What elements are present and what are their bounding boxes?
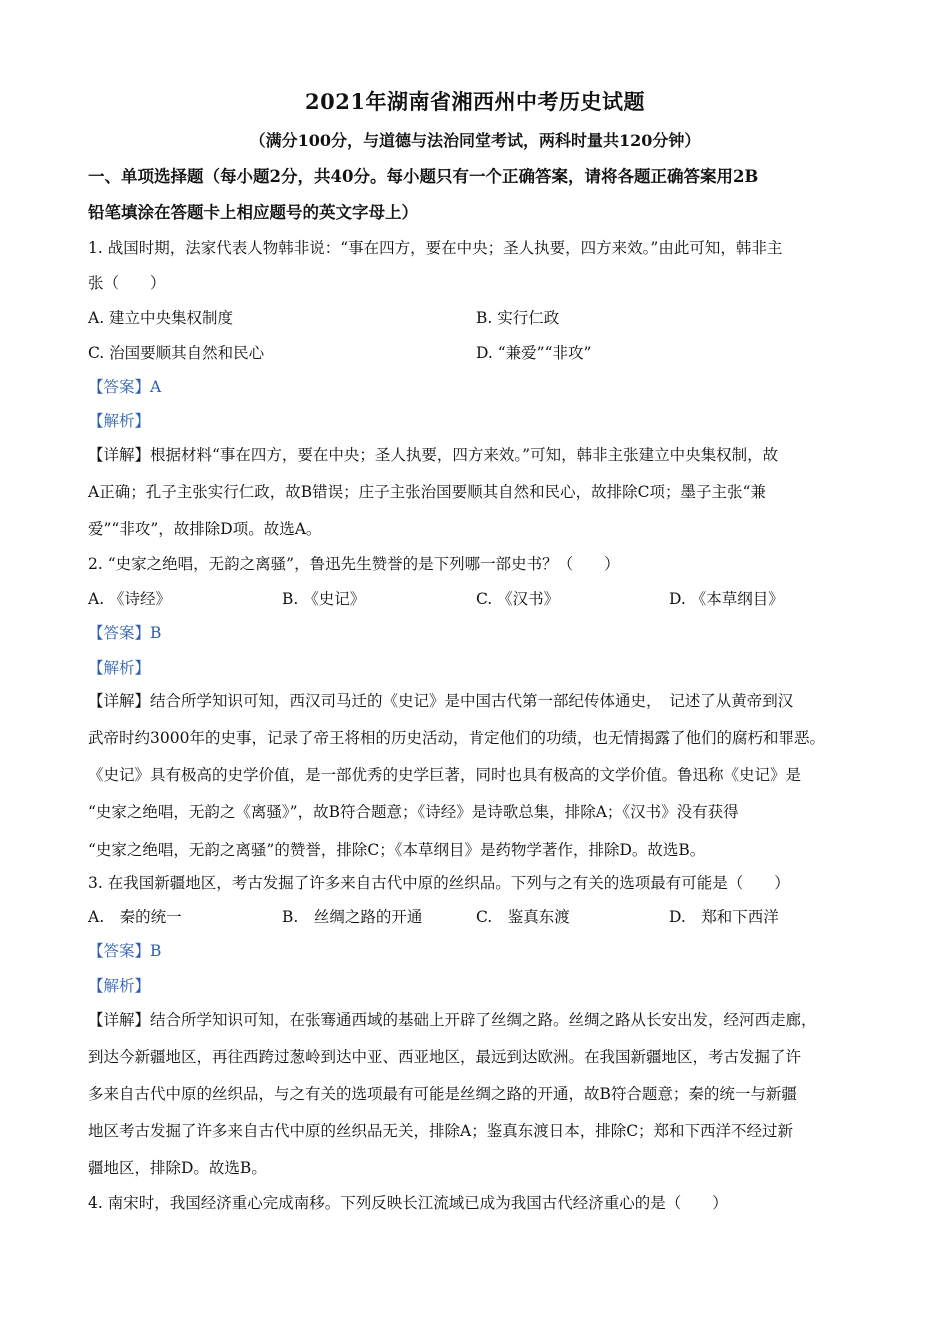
q1-option-d: D. “兼爱”“非攻” — [476, 344, 592, 362]
q3-detail-line-2: 到达今新疆地区，再往西跨过葱岭到达中亚、西亚地区，最远到达欧洲。在我国新疆地区，考古发掘了许 — [88, 1048, 802, 1066]
q1-answer: 【答案】A — [88, 378, 162, 396]
q3-stem: 3. 在我国新疆地区，考古发掘了许多来自古代中原的丝织品。下列与之有关的选项最有可能是（ ） — [88, 874, 790, 892]
q3-answer: 【答案】B — [88, 942, 162, 960]
q1-detail-line-3: 爱”“非攻”，故排除D项。故选A。 — [88, 520, 322, 538]
q2-option-d: D. 《本草纲目》 — [669, 590, 784, 608]
q1-option-c: C. 治国要顺其自然和民心 — [88, 344, 265, 362]
q3-detail-line-4: 地区考古发掘了许多来自古代中原的丝织品无关，排除A；鉴真东渡日本，排除C；郑和下西洋不经过新 — [88, 1122, 794, 1140]
page-title: 2021年湖南省湘西州中考历史试题 — [305, 89, 645, 114]
q2-option-b: B. 《史记》 — [282, 590, 366, 608]
q3-detail-line-3: 多来自古代中原的丝织品，与之有关的选项最有可能是丝绸之路的开通，故B符合题意；秦的统一与新疆 — [88, 1085, 797, 1103]
q3-option-d: D. 郑和下西洋 — [669, 908, 779, 926]
q1-stem-line-1: 1. 战国时期，法家代表人物韩非说：“事在四方，要在中央；圣人执要，四方来效。”由此可知，韩非主 — [88, 239, 783, 257]
q1-option-b: B. 实行仁政 — [476, 309, 560, 327]
q1-detail-line-1: 【详解】根据材料“事在四方，要在中央；圣人执要，四方来效。”可知，韩非主张建立中央集权制，故 — [88, 446, 779, 464]
q3-option-c: C. 鉴真东渡 — [476, 908, 570, 926]
q2-option-a: A. 《诗经》 — [88, 590, 172, 608]
page-subtitle: （满分100分，与道德与法治同堂考试，两科时量共120分钟） — [249, 131, 701, 150]
q1-stem-line-2: 张（ ） — [88, 274, 166, 292]
q3-option-a: A. 秦的统一 — [88, 908, 182, 926]
q1-detail-line-2: A正确；孔子主张实行仁政，故B错误；庄子主张治国要顺其自然和民心，故排除C项；墨子主张“兼 — [88, 483, 766, 501]
q2-answer: 【答案】B — [88, 624, 162, 642]
q4-stem: 4. 南宋时，我国经济重心完成南移。下列反映长江流域已成为我国古代经济重心的是（ ） — [88, 1194, 728, 1212]
q2-detail-line-2: 武帝时约3000年的史事，记录了帝王将相的历史活动，肯定他们的功绩，也无情揭露了他们的腐朽和罪恶。 — [88, 729, 825, 747]
q2-analysis-label: 【解析】 — [88, 659, 151, 677]
q2-detail-line-3: 《史记》具有极高的史学价值，是一部优秀的史学巨著，同时也具有极高的文学价值。鲁迅称《史记》是 — [88, 766, 802, 784]
q3-detail-line-1: 【详解】结合所学知识可知，在张骞通西域的基础上开辟了丝绸之路。丝绸之路从长安出发，经河西走廊， — [88, 1011, 817, 1029]
q3-analysis-label: 【解析】 — [88, 977, 151, 995]
q1-analysis-label: 【解析】 — [88, 412, 151, 430]
q3-detail-line-5: 疆地区，排除D。故选B。 — [88, 1159, 267, 1177]
q3-option-b: B. 丝绸之路的开通 — [282, 908, 423, 926]
q2-detail-line-4: “史家之绝唱，无韵之《离骚》”，故B符合题意；《诗经》是诗歌总集，排除A；《汉书》没有获得 — [88, 803, 739, 821]
section-heading-line-1: 一、单项选择题（每小题2分，共40分。每小题只有一个正确答案，请将各题正确答案用2B — [88, 167, 759, 186]
section-heading-line-2: 铅笔填涂在答题卡上相应题号的英文字母上） — [88, 203, 418, 222]
q2-stem: 2. “史家之绝唱，无韵之离骚”，鲁迅先生赞誉的是下列哪一部史书？（ ） — [88, 555, 620, 573]
q2-detail-line-5: “史家之绝唱，无韵之离骚”的赞誉，排除C；《本草纲目》是药物学著作，排除D。故选B。 — [88, 841, 706, 859]
q2-option-c: C. 《汉书》 — [476, 590, 560, 608]
q1-option-a: A. 建立中央集权制度 — [88, 309, 234, 327]
q2-detail-line-1: 【详解】结合所学知识可知，西汉司马迁的《史记》是中国古代第一部纪传体通史， 记述了从黄帝到汉 — [88, 692, 794, 710]
